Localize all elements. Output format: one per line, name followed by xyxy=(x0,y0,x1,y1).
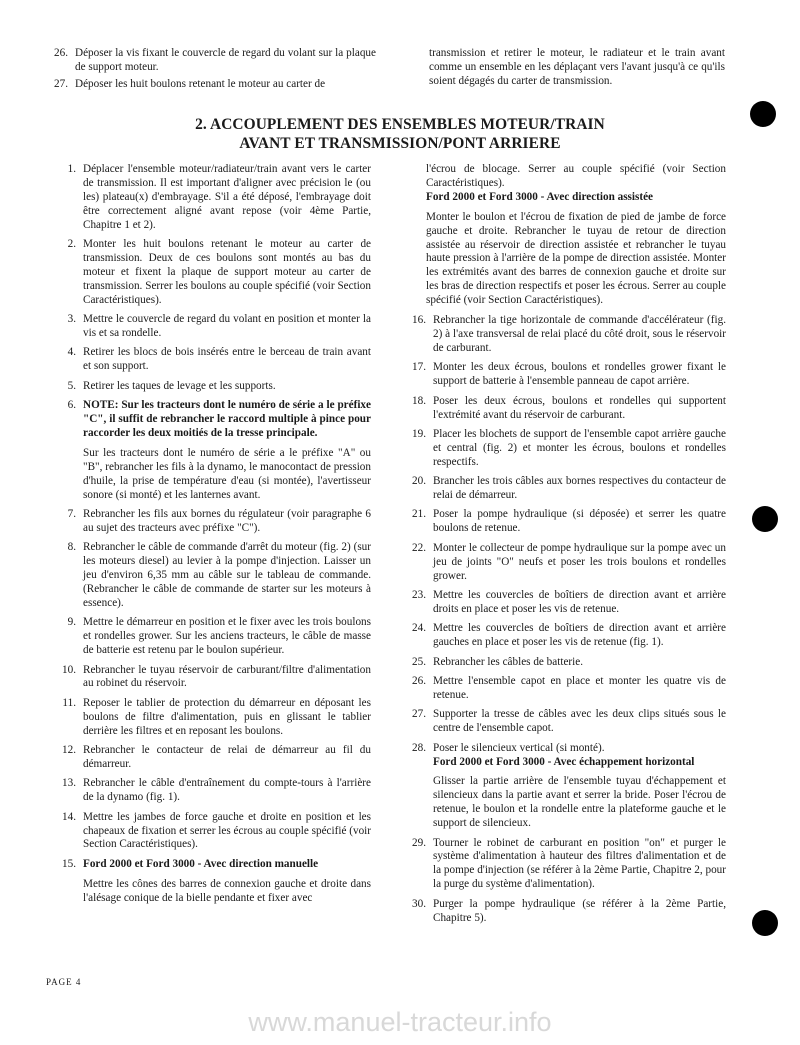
item-body xyxy=(83,380,371,394)
item-body xyxy=(433,508,726,536)
item-body xyxy=(83,858,371,906)
list-item xyxy=(46,744,371,772)
list-item xyxy=(396,395,726,423)
item-text: Rebrancher le câble de commande d'arrêt du moteur (fig. 2) (sur les moteurs diesel) au levier à la pompe d'injection. Laisser un jeu d'environ 6,35 mm au câble sur le tableau de commande. (Rebrancher le câble de commande de starter sur les moteurs à essence). xyxy=(83,541,371,609)
list-item xyxy=(396,837,726,893)
item-number: 8. xyxy=(67,541,76,554)
item-number: 27. xyxy=(54,77,68,90)
note-text: NOTE: Sur les tracteurs dont le numéro de série a le préfixe "C", il suffit de rebrancher le raccord multiple à pince pour raccorder les deux moitiés de la tresse principale. xyxy=(83,399,371,439)
item-number: 29. xyxy=(412,836,426,849)
item-number: 20. xyxy=(412,475,426,488)
item-number: 26. xyxy=(54,47,68,59)
item-number: 3. xyxy=(67,313,76,326)
punch-hole-top xyxy=(750,101,776,127)
item-text: Retirer les blocs de bois insérés entre le berceau de train avant et son support. xyxy=(83,346,371,373)
continued-text: l'écrou de blocage. Serrer au couple spécifié (voir Section Caractéristiques). xyxy=(426,163,726,189)
list-item xyxy=(396,675,726,703)
item-body xyxy=(83,313,371,341)
item-body xyxy=(433,428,726,470)
item-body xyxy=(433,675,726,703)
item-body xyxy=(433,656,726,670)
item-number: 26. xyxy=(412,675,426,687)
item-body xyxy=(433,837,726,893)
item-text: Purger la pompe hydraulique (se référer à la 2ème Partie, Chapitre 5). xyxy=(433,897,726,924)
item-text: Poser les deux écrous, boulons et rondelles qui supportent l'extrémité avant du réservoir de carburant. xyxy=(433,394,726,421)
item-text: Mettre les couvercles de boîtiers de direction avant et arrière gauches en place et poser les vis de retenue (fig. 1). xyxy=(433,622,726,649)
item-body xyxy=(433,361,726,389)
list-item xyxy=(46,346,371,374)
item-number: 1. xyxy=(67,163,76,175)
item-body xyxy=(83,616,371,658)
item-body xyxy=(433,542,726,584)
item-text: Supporter la tresse de câbles avec les deux clips situés sous le centre de l'ensemble capot. xyxy=(433,708,726,735)
item-body xyxy=(433,898,726,926)
continued-item xyxy=(396,163,726,308)
item-number: 2. xyxy=(67,238,76,251)
item-text: Tourner le robinet de carburant en position "on" et purger le système d'alimentation à hauteur des filtres d'alimentation et de la pompe d'injection (se référer à la 2ème Partie, Chapitre 2, pour la purge du système d'alimentation). xyxy=(433,836,726,891)
subheading: Ford 2000 et Ford 3000 - Avec direction assistée xyxy=(426,190,654,203)
list-item xyxy=(396,361,726,389)
list-item xyxy=(396,589,726,617)
item-text: Rebrancher le contacteur de relai de démarreur au fil du démarreur. xyxy=(83,744,371,770)
page-number: PAGE 4 xyxy=(46,977,82,987)
item-body xyxy=(433,395,726,423)
list-item xyxy=(46,858,371,906)
item-text: Glisser la partie arrière de l'ensemble tuyau d'échappement et silencieux dans la partie avant et serrer la bride. Poser l'écrou de retenue, le boulon et la rondelle entre la plateforme gauche et le support de silencieux. xyxy=(433,775,726,830)
item-text: Mettre les jambes de force gauche et droite en position et les chapeaux de fixation et serrer les écrous au couple spécifié (voir Section Caractéristiques). xyxy=(83,810,371,851)
item-number: 24. xyxy=(412,622,426,635)
item-text: Sur les tracteurs dont le numéro de série a le préfixe "A" ou "B", rebrancher les fils à la dynamo, le manocontact de pression d'huile, la prise de température d'eau (si montée), l'avertisseur sonore (si monté) et les lanternes avant. xyxy=(83,446,371,501)
right-column xyxy=(396,163,726,931)
top-right-column xyxy=(429,47,725,95)
item-body xyxy=(83,811,371,853)
list-item xyxy=(396,508,726,536)
section-title-line2: AVANT ET TRANSMISSION/PONT ARRIERE xyxy=(239,135,561,152)
list-item xyxy=(46,78,376,92)
item-body xyxy=(83,238,371,308)
item-number: 13. xyxy=(62,777,76,790)
item-body xyxy=(433,475,726,503)
list-item xyxy=(396,475,726,503)
list-item xyxy=(46,697,371,739)
watermark: www.manuel-tracteur.info xyxy=(248,1007,552,1037)
item-text: Mettre le couvercle de regard du volant en position et monter la vis et sa rondelle. xyxy=(83,313,371,339)
list-item xyxy=(46,238,371,308)
item-number: 17. xyxy=(412,361,426,374)
item-number: 28. xyxy=(412,741,426,754)
item-text: Brancher les trois câbles aux bornes respectives du contacteur de relai de démarreur. xyxy=(433,475,726,502)
list-item xyxy=(46,47,376,75)
item-text: Déplacer l'ensemble moteur/radiateur/train avant vers le carter de transmission. Il est important d'aligner avec précision le (ou les) plateau(x) d'embrayage. S'il a été déposé, l'embrayage doit être correctement aligné avant repose (voir 4ème Partie, Chapitre 1 et 2). xyxy=(83,163,371,231)
item-number: 7. xyxy=(67,507,76,520)
continued-text: transmission et retirer le moteur, le radiateur et le train avant comme un ensemble en les déplaçant vers l'avant jusqu'à ce qu'ils soient dégagés du carter de transmission. xyxy=(429,47,725,87)
item-text: Rebrancher les câbles de batterie. xyxy=(433,655,584,668)
item-number: 16. xyxy=(412,314,426,327)
item-number: 30. xyxy=(412,897,426,910)
item-body xyxy=(83,508,371,536)
item-number: 11. xyxy=(62,696,76,709)
item-text: Rebrancher les fils aux bornes du régulateur (voir paragraphe 6 au sujet des tracteurs avec préfixe "C"). xyxy=(83,507,371,534)
list-item xyxy=(46,541,371,611)
list-item xyxy=(396,314,726,356)
list-item xyxy=(46,163,371,233)
item-text: Déposer les huit boulons retenant le moteur au carter de xyxy=(75,77,326,90)
list-item xyxy=(396,898,726,926)
punch-hole-middle xyxy=(752,506,778,532)
item-text: Mettre l'ensemble capot en place et monter les quatre vis de retenue. xyxy=(433,675,726,701)
subheading: Ford 2000 et Ford 3000 - Avec direction manuelle xyxy=(83,857,319,870)
subheading: Ford 2000 et Ford 3000 - Avec échappement horizontal xyxy=(433,755,695,768)
list-item xyxy=(46,777,371,805)
item-number: 21. xyxy=(412,508,426,521)
list-item xyxy=(46,399,371,502)
item-number: 5. xyxy=(67,379,76,392)
list-item xyxy=(46,616,371,658)
item-body xyxy=(83,664,371,692)
list-item xyxy=(46,811,371,853)
item-text: Mettre le démarreur en position et le fixer avec les trois boulons et rondelles grower. Sur les anciens tracteurs, le câble de masse de batterie est retenu par le boulon supérieur. xyxy=(83,616,371,657)
item-text: Rebrancher le tuyau réservoir de carburant/filtre d'alimentation au robinet du réservoir. xyxy=(83,663,371,690)
item-number: 4. xyxy=(67,346,76,359)
item-text: Mettre les couvercles de boîtiers de direction avant et arrière droits en place et poser les vis de retenue. xyxy=(433,588,726,615)
item-body xyxy=(83,163,371,233)
item-body xyxy=(83,399,371,502)
list-item xyxy=(396,622,726,650)
item-body xyxy=(83,541,371,611)
list-item xyxy=(46,380,371,394)
item-number: 12. xyxy=(62,744,76,757)
list-item xyxy=(396,742,726,831)
item-number: 10. xyxy=(62,663,76,676)
item-number: 14. xyxy=(62,810,76,823)
item-number: 22. xyxy=(412,541,426,554)
item-number: 23. xyxy=(412,588,426,601)
top-left-column xyxy=(46,47,376,92)
list-item xyxy=(46,313,371,341)
continued-text: Monter le boulon et l'écrou de fixation de pied de jambe de force gauche et droite. Rebrancher le tuyau de retour de direction assistée au réservoir de direction assistée et rebrancher le tuyau haute pression à l'arrière de la pompe de direction assistée. Monter les extrémités avant des barres de connexion gauche et droite sur les bras de direction respectifs et poser les écrous. Serrer au couple spécifié (voir Section Caractéristiques). xyxy=(426,210,726,307)
item-number: 9. xyxy=(67,616,76,629)
item-text: Mettre les cônes des barres de connexion gauche et droite dans l'alésage conique de la bielle pendante et fixer avec xyxy=(83,877,371,904)
right-list xyxy=(396,314,726,925)
item-text: Monter les huit boulons retenant le moteur au carter de transmission. Deux de ces boulons sont montés au bas du moteur et fixent la plaque de support moteur au carter de transmission. Serrer les boulons au couple spécifié (voir Section Caractéristiques). xyxy=(83,238,371,306)
list-item xyxy=(396,656,726,670)
list-item xyxy=(396,708,726,736)
item-body xyxy=(433,314,726,356)
item-text: Monter le collecteur de pompe hydraulique sur la pompe avec un jeu de joints "O" neufs et poser les trois boulons et rondelles grower. xyxy=(433,541,726,582)
item-body xyxy=(83,777,371,805)
item-text: Déposer la vis fixant le couvercle de regard du volant sur la plaque de support moteur. xyxy=(75,47,376,73)
item-text: Poser la pompe hydraulique (si déposée) et serrer les quatre boulons de retenue. xyxy=(433,508,726,535)
item-body xyxy=(433,742,726,831)
list-item xyxy=(396,428,726,470)
section-title xyxy=(140,115,660,153)
item-body xyxy=(433,708,726,736)
list-item xyxy=(46,508,371,536)
item-body xyxy=(83,697,371,739)
item-text: Rebrancher la tige horizontale de commande d'accélérateur (fig. 2) à l'axe transversal de relai placé du côté droit, sous le réservoir de carburant. xyxy=(433,314,726,354)
item-number: 6. xyxy=(67,399,76,412)
item-number: 25. xyxy=(412,655,426,668)
item-number: 18. xyxy=(412,394,426,407)
item-text: Reposer le tablier de protection du démarreur en déposant les boulons de filtre d'alimentation, puis en glissant le tablier derrière les filtres et en reposant les boulons. xyxy=(83,696,371,737)
item-number: 15. xyxy=(62,857,76,870)
section-title-line1: 2. ACCOUPLEMENT DES ENSEMBLES MOTEUR/TRAIN xyxy=(195,116,605,133)
item-body xyxy=(83,346,371,374)
item-body xyxy=(83,744,371,772)
item-body xyxy=(433,589,726,617)
item-number: 19. xyxy=(412,427,426,440)
item-body xyxy=(433,622,726,650)
left-column xyxy=(46,163,371,911)
list-item xyxy=(396,542,726,584)
item-text: Placer les blochets de support de l'ensemble capot arrière gauche et central (fig. 2) et monter les écrous, boulons et rondelles respectifs. xyxy=(433,427,726,468)
item-text: Monter les deux écrous, boulons et rondelles grower fixant le support de batterie à l'ensemble panneau de capot arrière. xyxy=(433,361,726,388)
item-text: Poser le silencieux vertical (si monté). xyxy=(433,741,605,754)
item-number: 27. xyxy=(412,708,426,721)
list-item xyxy=(46,664,371,692)
item-text: Rebrancher le câble d'entraînement du compte-tours à l'arrière de la dynamo (fig. 1). xyxy=(83,777,371,804)
punch-hole-bottom xyxy=(752,910,778,936)
item-text: Retirer les taques de levage et les supports. xyxy=(83,379,276,392)
